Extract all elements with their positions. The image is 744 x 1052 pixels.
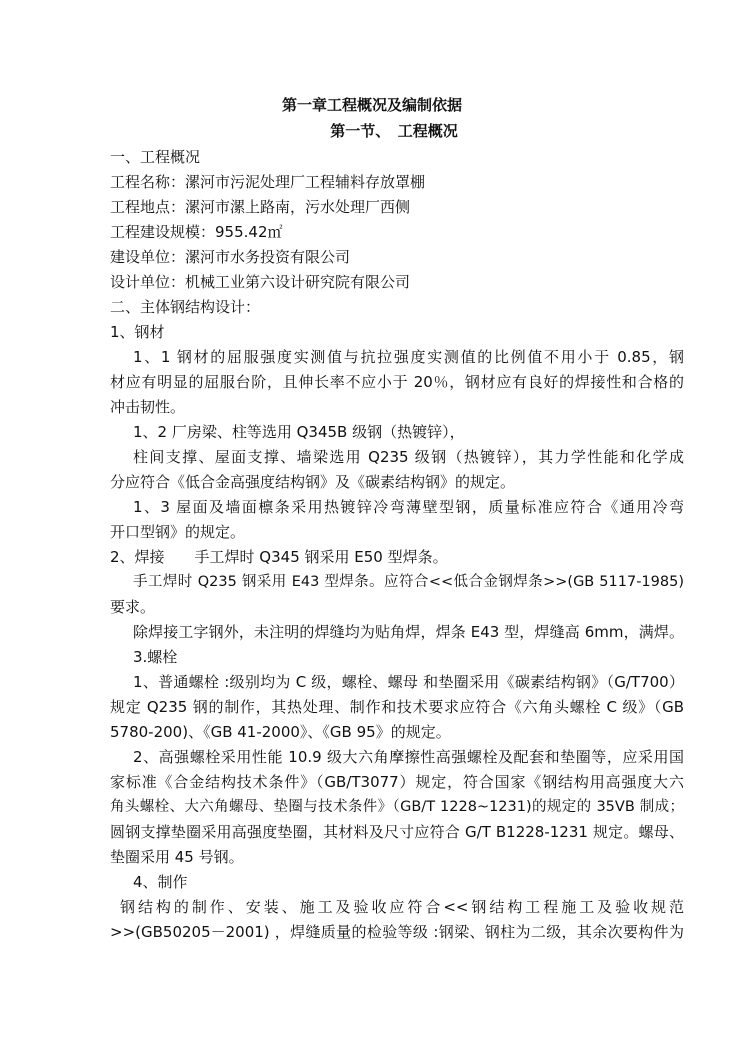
paragraph-line: 角头螺栓、大六角螺母、垫圈与技术条件》（GB/T 1228~1231)的规定的 35VB 制成； <box>110 799 684 815</box>
paragraph-line: 材应有明显的屈服台阶，且伸长率不应小于 20％，钢材应有良好的焊接性和合格的 <box>110 373 684 391</box>
heading-bolts: 3.螺栓 <box>133 648 178 666</box>
paragraph-line: 1、普通螺栓 :级别均为 C 级，螺栓、螺母 和垫圈采用《碳素结构钢》（G/T700） <box>133 673 684 691</box>
paragraph-line: 除焊接工字钢外，未注明的焊缝均为贴角焊，焊条 E43 型，焊缝高 6mm，满焊。 <box>133 623 684 641</box>
design-unit: 设计单位：机械工业第六设计研究院有限公司 <box>110 273 411 291</box>
paragraph-line: 2、高强螺栓采用性能 10.9 级大六角摩擦性高强螺栓及配套和垫圈等，应采用国 <box>133 748 684 766</box>
paragraph-line: 钢结构的制作、安装、施工及验收应符合<<钢结构工程施工及验收规范 <box>120 898 684 916</box>
paragraph-line: 柱间支撑、屋面支撑、墙梁选用 Q235 级钢（热镀锌），其力学性能和化学成 <box>133 448 684 466</box>
heading-steel: 1、钢材 <box>110 323 165 341</box>
project-scale: 工程建设规模：955.42㎡ <box>110 223 283 241</box>
paragraph-line: 要求。 <box>110 598 156 616</box>
paragraph-line: 分应符合《低合金高强度结构钢》及《碳素结构钢》的规定。 <box>110 473 516 491</box>
paragraph-line: 圆钢支撑垫圈采用高强度垫圈，其材料及尺寸应符合 G/T B1228-1231 规定。螺母、 <box>110 823 684 841</box>
heading-steel-design: 二、主体钢结构设计： <box>110 298 261 316</box>
chapter-title: 第一章工程概况及编制依据 <box>281 96 462 114</box>
heading-welding: 2、焊接 手工焊时 Q345 钢采用 E50 型焊条。 <box>110 548 448 566</box>
paragraph-line: 垫圈采用 45 号钢。 <box>110 848 244 866</box>
paragraph-line: 1、2 厂房梁、柱等选用 Q345B 级钢（热镀锌）， <box>133 423 465 441</box>
paragraph-line: 规定 Q235 钢的制作，其热处理、制作和技术要求应符合《六角头螺栓 C 级》（GB <box>110 698 684 716</box>
project-name: 工程名称：漯河市污泥处理厂工程辅料存放罩棚 <box>110 173 426 191</box>
paragraph-line: 5780-200)、《GB 41-2000》、《GB 95》的规定。 <box>110 723 451 741</box>
paragraph-line: 冲击韧性。 <box>110 398 186 416</box>
paragraph-line: 1、3 屋面及墙面檩条采用热镀锌冷弯薄壁型钢，质量标准应符合《通用冷弯 <box>133 498 684 516</box>
heading-fabrication: 4、制作 <box>133 873 188 891</box>
project-location: 工程地点：漯河市漯上路南，污水处理厂西侧 <box>110 198 411 216</box>
construction-unit: 建设单位：漯河市水务投资有限公司 <box>110 248 351 266</box>
heading-project-overview: 一、工程概况 <box>110 148 201 166</box>
section-title: 第一节、 工程概况 <box>330 122 458 140</box>
paragraph-line: 手工焊时 Q235 钢采用 E43 型焊条。应符合<<低合金钢焊条>>(GB 5117-1985) <box>133 574 684 590</box>
paragraph-line: >>(GB50205－2001) ，焊缝质量的检验等级 :钢梁、钢柱为二级，其余次要构件为 <box>110 923 684 941</box>
paragraph-line: 家标准《合金结构技术条件》（GB/T3077）规定，符合国家《钢结构用高强度大六 <box>110 773 684 791</box>
paragraph-line: 1、1 钢材的屈服强度实测值与抗拉强度实测值的比例值不用小于 0.85，钢 <box>133 348 684 366</box>
paragraph-line: 开口型钢》的规定。 <box>110 523 246 541</box>
